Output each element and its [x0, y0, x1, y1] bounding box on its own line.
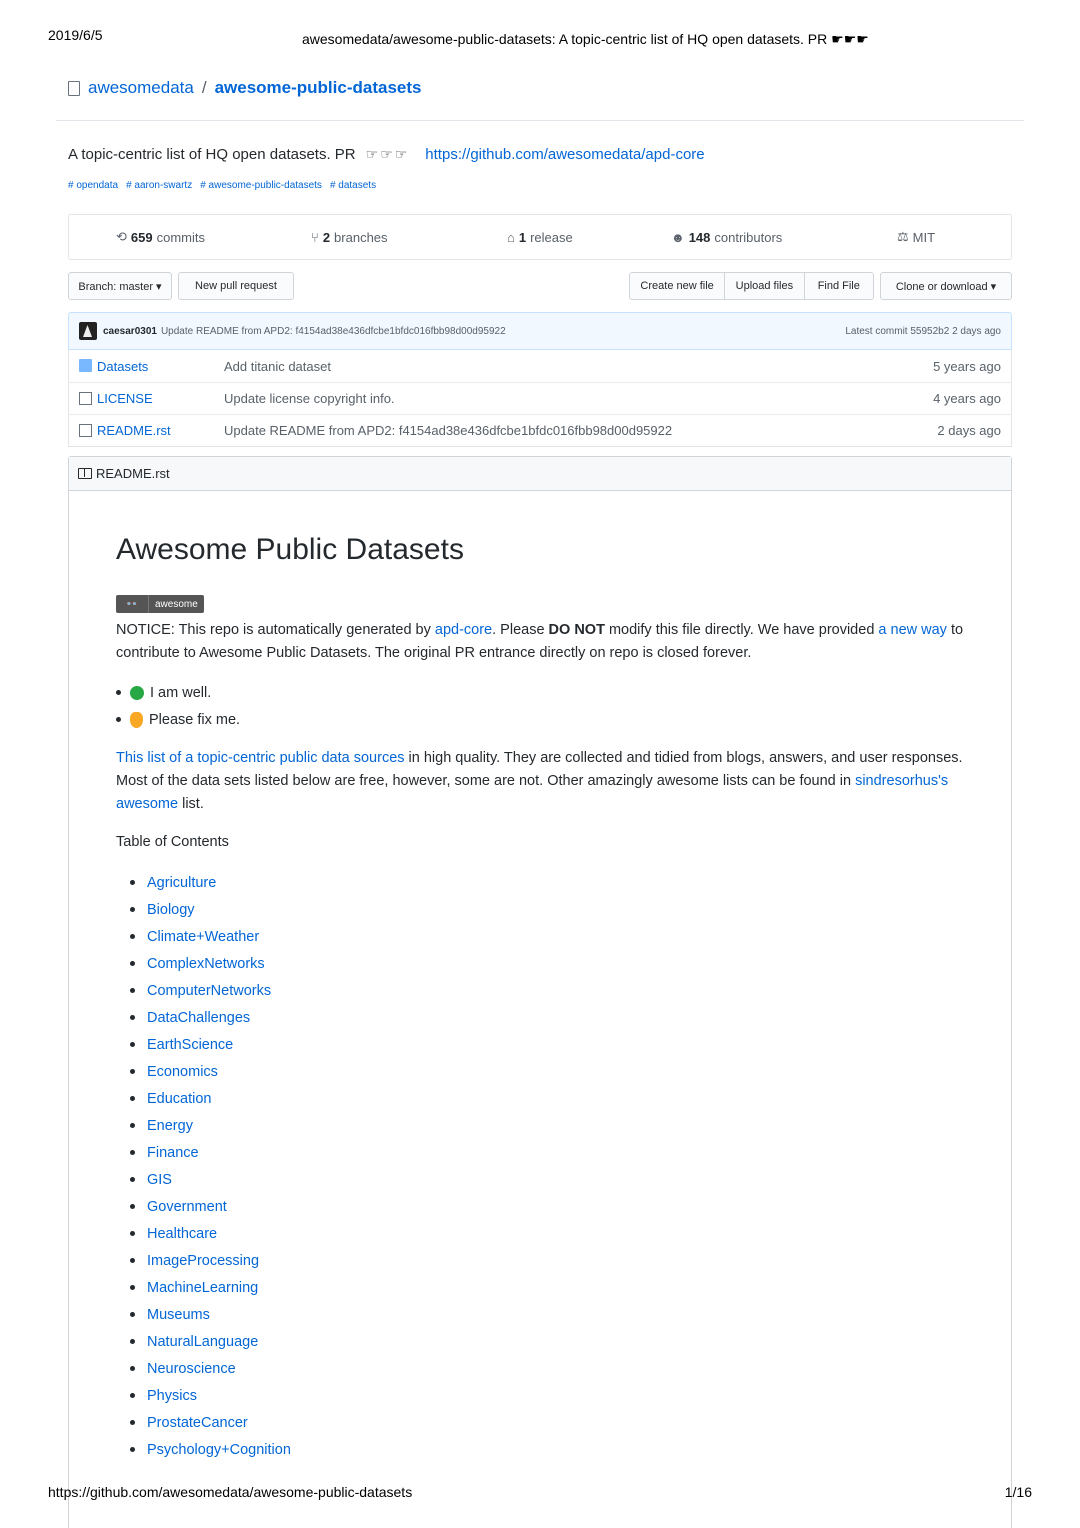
awesome-badge[interactable] [116, 595, 204, 613]
new-way-link[interactable]: a new way [878, 622, 947, 638]
status-ok-label: I am well. [150, 684, 212, 701]
file-age: 5 years ago [933, 358, 1001, 374]
list-item [116, 706, 240, 733]
toc-item[interactable]: Psychology+Cognition [116, 1436, 291, 1463]
repo-owner-link[interactable]: awesomedata [88, 78, 194, 97]
branch-select-button[interactable]: Branch: master ▾ [68, 272, 172, 300]
branches-link[interactable] [311, 230, 388, 245]
upload-files-button[interactable]: Upload files [725, 273, 804, 299]
toc-item[interactable]: ComplexNetworks [116, 950, 291, 977]
notice-strong: DO NOT [548, 622, 605, 638]
pointing-hands-icon: ☞☞☞ [365, 146, 410, 162]
print-page-number: 1/16 [1004, 1484, 1032, 1500]
repo-description: A topic-centric list of HQ open datasets. PR [68, 146, 356, 163]
list-item [69, 414, 1011, 446]
toc-item[interactable]: Biology [116, 896, 291, 923]
sindresorhus-link[interactable]: sindresorhus's awesome [116, 773, 949, 812]
contributors-count: 148 [688, 229, 711, 245]
toc-item[interactable]: Government [116, 1193, 291, 1220]
file-commit-message[interactable]: Update README from APD2: f4154ad38e436dfcbe1bfdc016fbb98d00d95922 [224, 423, 673, 438]
list-item [116, 679, 240, 706]
releases-count: 1 [518, 229, 527, 245]
topic-tag[interactable]: # datasets [329, 180, 377, 191]
toc-item[interactable]: Agriculture [116, 869, 291, 896]
latest-commit-bar [68, 312, 1012, 350]
commit-author[interactable]: caesar0301 [103, 325, 157, 337]
toc-item[interactable]: GIS [116, 1166, 291, 1193]
file-age: 2 days ago [937, 423, 1001, 438]
toc-item[interactable]: MachineLearning [116, 1274, 291, 1301]
notice-prefix: NOTICE [116, 622, 171, 638]
commits-label: commits [156, 229, 205, 245]
repo-header [68, 78, 421, 98]
toc-item[interactable]: Physics [116, 1382, 291, 1409]
notice-text: modify this file directly. We have provided [604, 622, 879, 638]
history-icon: ⟲ [116, 229, 127, 244]
toc-item[interactable]: ComputerNetworks [116, 977, 291, 1004]
commits-link[interactable] [116, 229, 205, 245]
status-legend [116, 679, 240, 733]
notice-paragraph [116, 619, 971, 665]
toc-item[interactable]: Museums [116, 1301, 291, 1328]
readme-title: Awesome Public Datasets [116, 533, 464, 566]
file-list [68, 350, 1012, 447]
toc-item[interactable]: Neuroscience [116, 1355, 291, 1382]
create-new-file-button[interactable]: Create new file [630, 273, 725, 299]
list-item [69, 350, 1011, 382]
file-commit-message[interactable]: Update license copyright info. [224, 391, 395, 406]
repo-icon [68, 81, 80, 96]
toc-item[interactable]: Economics [116, 1058, 291, 1085]
people-icon: ☻ [671, 229, 685, 245]
tag-icon: ⌂ [507, 229, 515, 245]
file-icon [79, 392, 92, 405]
repo-name-link[interactable]: awesome-public-datasets [214, 78, 422, 97]
law-icon: ⚖ [897, 229, 909, 244]
file-name-link[interactable]: README.rst [97, 423, 171, 438]
file-navigation [68, 272, 1012, 302]
file-commit-message[interactable]: Add titanic dataset [224, 358, 331, 374]
header-divider [56, 120, 1024, 121]
branches-label: branches [334, 229, 388, 245]
toc-item[interactable]: Education [116, 1085, 291, 1112]
toc-item[interactable]: ProstateCancer [116, 1409, 291, 1436]
repo-homepage-link[interactable]: https://github.com/awesomedata/apd-core [425, 146, 705, 163]
description-text: in high quality. They are collected and tidied from blogs, answers, and user responses. Most of the data sets listed below are free, however, some are not. Other amazingly awesome lists can be found in [116, 750, 963, 789]
topics-list [68, 180, 376, 191]
repo-separator: / [201, 78, 207, 97]
contributors-label: contributors [714, 229, 783, 245]
file-icon [79, 424, 92, 437]
badge-label: awesome [148, 595, 204, 613]
contributors-link[interactable] [671, 230, 782, 245]
toc-item[interactable]: NaturalLanguage [116, 1328, 291, 1355]
file-name-link[interactable]: LICENSE [97, 391, 153, 406]
print-title: awesomedata/awesome-public-datasets: A topic-centric list of HQ open datasets. PR ☛☛☛ [302, 31, 869, 47]
new-pull-request-button[interactable]: New pull request [178, 272, 294, 300]
license-link[interactable] [897, 229, 935, 245]
avatar[interactable] [79, 322, 97, 340]
glasses-icon: 👓 [116, 595, 148, 613]
find-file-button[interactable]: Find File [817, 280, 860, 292]
print-url: https://github.com/awesomedata/awesome-public-datasets [48, 1484, 413, 1500]
book-icon [78, 468, 92, 479]
toc-item[interactable]: Finance [116, 1139, 291, 1166]
toc-item[interactable]: Climate+Weather [116, 923, 291, 950]
repo-summary [68, 214, 1012, 260]
notice-text: . Please [492, 622, 549, 638]
latest-commit-info[interactable]: Latest commit 55952b2 2 days ago [845, 325, 1001, 337]
license-label: MIT [912, 229, 936, 245]
topic-tag[interactable]: # awesome-public-datasets [200, 180, 322, 191]
readme-filename: README.rst [96, 466, 170, 481]
notice-text: : This repo is automatically generated by [170, 622, 435, 638]
status-fix-label: Please fix me. [149, 711, 241, 728]
topic-centric-link[interactable]: This list of a topic-centric public data sources [116, 750, 405, 766]
file-age: 4 years ago [933, 391, 1001, 406]
description-text: list. [178, 796, 204, 812]
file-name-link[interactable]: Datasets [97, 358, 149, 374]
toc-title: Table of Contents [116, 834, 229, 850]
file-actions-group [629, 272, 874, 300]
clone-download-button[interactable]: Clone or download ▾ [880, 272, 1012, 300]
folder-icon [79, 359, 92, 372]
list-item [69, 382, 1011, 414]
badge-warning-icon [130, 712, 143, 728]
notice-text: to contribute to Awesome Public Datasets. The original PR entrance directly on repo is closed forever. [116, 622, 964, 661]
readme-panel [68, 456, 1012, 1528]
toc-item[interactable]: EarthScience [116, 1031, 291, 1058]
description-paragraph [116, 747, 971, 816]
branches-count: 2 [322, 229, 331, 245]
repo-about [68, 146, 705, 163]
toc-item[interactable]: ImageProcessing [116, 1247, 291, 1274]
toc-item[interactable]: Healthcare [116, 1220, 291, 1247]
readme-header [69, 457, 1011, 491]
apd-core-link[interactable]: apd-core [434, 622, 493, 638]
releases-label: release [530, 229, 573, 245]
table-of-contents [116, 869, 291, 1463]
toc-item[interactable]: Energy [116, 1112, 291, 1139]
commits-count: 659 [130, 229, 153, 245]
branch-icon: ⑂ [311, 229, 319, 245]
print-date: 2019/6/5 [48, 27, 103, 43]
toc-item[interactable]: DataChallenges [116, 1004, 291, 1031]
topic-tag[interactable]: # aaron-swartz [126, 180, 193, 191]
check-icon [130, 686, 144, 700]
commit-message[interactable]: Update README from APD2: f4154ad38e436dfcbe1bfdc016fbb98d00d95922 [160, 325, 506, 337]
releases-link[interactable] [507, 230, 573, 245]
topic-tag[interactable]: # opendata [68, 180, 119, 191]
